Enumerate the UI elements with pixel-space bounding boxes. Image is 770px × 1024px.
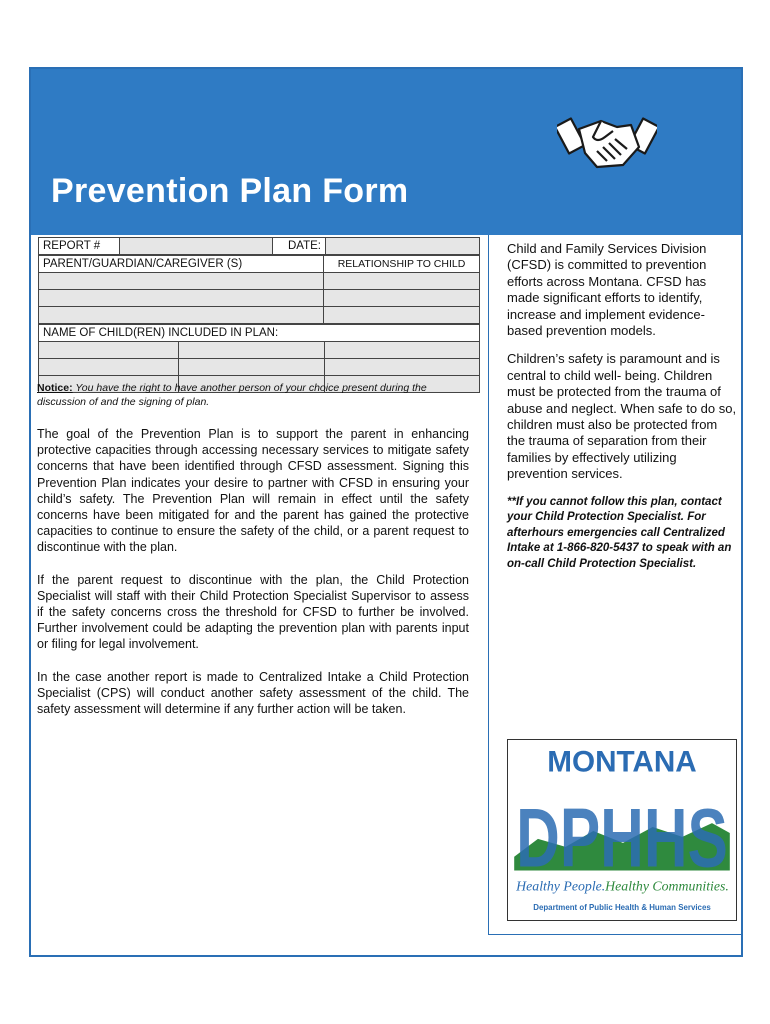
logo-state: MONTANA [547, 745, 697, 779]
logo-department: Department of Public Health & Human Services [533, 903, 711, 913]
relationship-field[interactable] [324, 307, 480, 324]
date-field[interactable] [326, 238, 480, 255]
handshake-icon [557, 107, 657, 177]
child-field[interactable] [39, 342, 179, 359]
page-title: Prevention Plan Form [51, 172, 409, 210]
body-paragraph: If the parent request to discontinue with the plan, the Child Protection Specialist will staff with their Child Protection Specialist Supervisor to assess if the safety concerns cross the threshold for CFSD to further be involved. Further involvement could be adapting the prevention plan with parents input or filing for legal involvement. [37, 572, 469, 652]
parent-field[interactable] [39, 273, 324, 290]
relationship-field[interactable] [324, 273, 480, 290]
relationship-label: RELATIONSHIP TO CHILD [324, 256, 480, 273]
child-field[interactable] [325, 342, 480, 359]
body-paragraph: The goal of the Prevention Plan is to support the parent in enhancing protective capacities through accessing necessary services to mitigate safety concerns that have been identified through CFSD assessment. Signing this Prevention Plan indicates your desire to partner with CFSD in ensuring your child’s safety. The Prevention Plan will remain in effect until the safety concerns have been mitigated for and the parent has gained the protective capacities to continue to ensure the safety of the child, or a parent request to discontinue with the plan. [37, 427, 469, 555]
child-field[interactable] [179, 359, 325, 376]
report-number-label: REPORT # [39, 238, 120, 255]
children-label: NAME OF CHILD(REN) INCLUDED IN PLAN: [39, 325, 480, 342]
notice-text: You have the right to have another person of your choice present during the discussion of and the signing of plan. [37, 382, 427, 408]
sidebar [488, 235, 741, 935]
logo-agency: DPHHS [516, 791, 728, 885]
sidebar-paragraph: Children’s safety is paramount and is central to child well- being. Children must be protected from the trauma of abuse and neglect. When safe to do so, children must also be protected from the trauma of separation from their families by effectively utilizing prevention services. [507, 351, 737, 482]
page-frame [29, 67, 743, 957]
sidebar-paragraph: Child and Family Services Division (CFSD) is committed to prevention efforts across Montana. CFSD has made significant efforts to identify, increase and implement evidence-based prevention models. [507, 241, 707, 339]
notice-label: Notice: [37, 382, 73, 394]
child-field[interactable] [179, 342, 325, 359]
logo-tagline-a: Healthy People. [516, 878, 606, 894]
notice [37, 381, 477, 409]
child-field[interactable] [39, 359, 179, 376]
parent-field[interactable] [39, 290, 324, 307]
report-number-field[interactable] [120, 238, 273, 255]
parent-field[interactable] [39, 307, 324, 324]
logo-tagline-b: Healthy Communities. [605, 878, 729, 894]
contact-callout: **If you cannot follow this plan, contact your Child Protection Specialist. For afterhours emergencies call Centralized Intake at 1-866-820-5437 to speak with an on-call Child Protection Specialist. [507, 495, 732, 570]
date-label: DATE: [273, 238, 326, 255]
parent-label: PARENT/GUARDIAN/CAREGIVER (S) [39, 256, 324, 273]
dphhs-logo [507, 739, 737, 921]
body-text [37, 426, 469, 733]
header-banner [31, 69, 741, 235]
body-paragraph: In the case another report is made to Centralized Intake a Child Protection Specialist (CPS) will conduct another safety assessment of the child. The safety assessment will determine if any further action will be taken. [37, 669, 469, 717]
child-field[interactable] [325, 359, 480, 376]
relationship-field[interactable] [324, 290, 480, 307]
plan-form [38, 237, 480, 393]
